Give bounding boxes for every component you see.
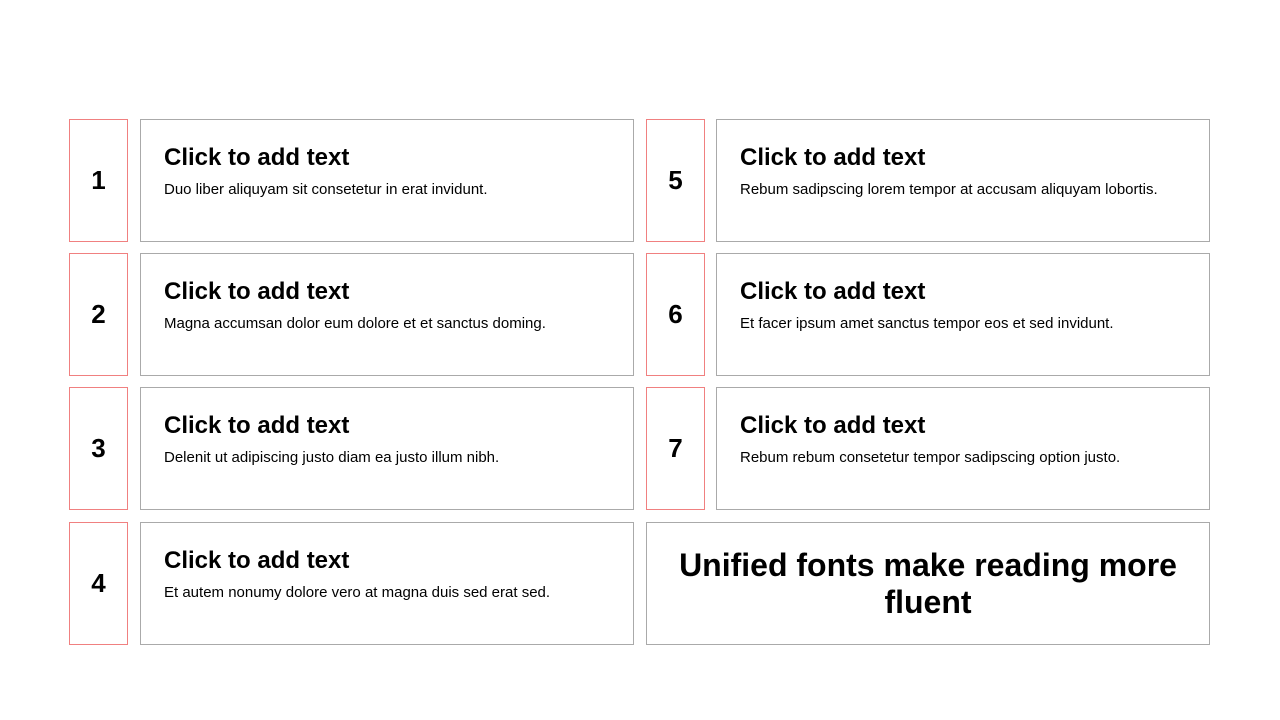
item-number-1: 1	[69, 119, 128, 242]
summary-box[interactable]	[646, 522, 1210, 645]
item-number-6: 6	[646, 253, 705, 376]
item-text-box-2[interactable]	[140, 253, 634, 376]
item-description-1: Duo liber aliquyam sit consetetur in erat invidunt.	[164, 181, 488, 198]
summary-text[interactable]: Unified fonts make reading more fluent	[679, 546, 1177, 620]
item-text-box-7[interactable]	[716, 387, 1210, 510]
item-description-4: Et autem nonumy dolore vero at magna duis sed erat sed.	[164, 584, 551, 601]
item-title-5[interactable]: Click to add text	[740, 144, 926, 171]
item-text-box-4[interactable]	[140, 522, 634, 645]
item-description-5: Rebum sadipscing lorem tempor at accusam aliquyam lobortis.	[740, 181, 1158, 198]
item-description-3: Delenit ut adipiscing justo diam ea justo illum nibh.	[164, 449, 500, 466]
item-description-6: Et facer ipsum amet sanctus tempor eos et sed invidunt.	[740, 315, 1114, 332]
item-title-3[interactable]: Click to add text	[164, 412, 350, 439]
item-number-4: 4	[69, 522, 128, 645]
item-text-box-6[interactable]	[716, 253, 1210, 376]
item-text-box-1[interactable]	[140, 119, 634, 242]
item-text-box-3[interactable]	[140, 387, 634, 510]
item-title-4[interactable]: Click to add text	[164, 547, 350, 574]
item-description-7: Rebum rebum consetetur tempor sadipscing option justo.	[740, 449, 1121, 466]
item-number-7: 7	[646, 387, 705, 510]
item-title-1[interactable]: Click to add text	[164, 144, 350, 171]
item-title-6[interactable]: Click to add text	[740, 278, 926, 305]
item-number-2: 2	[69, 253, 128, 376]
item-number-3: 3	[69, 387, 128, 510]
item-text-box-5[interactable]	[716, 119, 1210, 242]
item-title-7[interactable]: Click to add text	[740, 412, 926, 439]
item-number-5: 5	[646, 119, 705, 242]
item-description-2: Magna accumsan dolor eum dolore et et sanctus doming.	[164, 315, 546, 332]
item-title-2[interactable]: Click to add text	[164, 278, 350, 305]
